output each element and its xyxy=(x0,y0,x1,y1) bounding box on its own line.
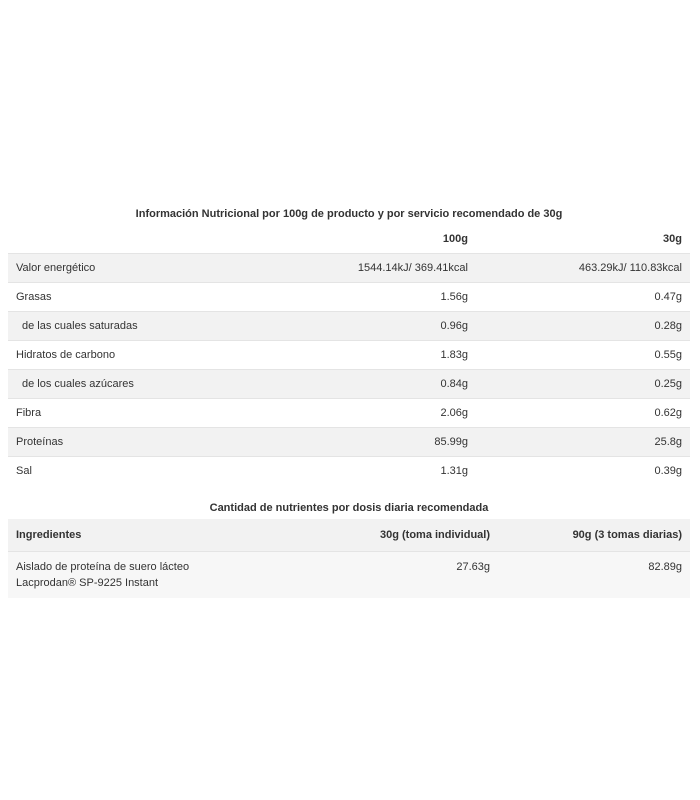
table-row xyxy=(8,341,690,370)
value-per-100g: 1.31g xyxy=(248,457,468,486)
row-label: de las cuales saturadas xyxy=(8,312,248,341)
nutrition-table xyxy=(8,225,690,485)
value-per-100g: 1.56g xyxy=(248,283,468,312)
value-per-30g: 0.25g xyxy=(468,370,690,399)
table-row xyxy=(8,457,690,486)
ingredients-header-90g: 90g (3 tomas diarias) xyxy=(490,519,690,552)
table-row xyxy=(8,254,690,283)
value-per-30g: 0.28g xyxy=(468,312,690,341)
value-per-30g: 0.39g xyxy=(468,457,690,486)
value-per-30g: 0.62g xyxy=(468,399,690,428)
value-per-100g: 1544.14kJ/ 369.41kcal xyxy=(248,254,468,283)
table-row xyxy=(8,399,690,428)
row-label: Proteínas xyxy=(8,428,248,457)
ingredients-caption: Cantidad de nutrientes por dosis diaria recomendada xyxy=(209,502,489,514)
value-per-100g: 2.06g xyxy=(248,399,468,428)
table-row xyxy=(8,552,690,599)
table-row xyxy=(8,370,690,399)
value-per-100g: 0.96g xyxy=(248,312,468,341)
table-row xyxy=(8,312,690,341)
ingredients-table xyxy=(8,519,690,598)
row-label: Grasas xyxy=(8,283,248,312)
table-row xyxy=(8,428,690,457)
ingredients-header-30g: 30g (toma individual) xyxy=(278,519,490,552)
value-per-100g: 1.83g xyxy=(248,341,468,370)
row-label: Valor energético xyxy=(8,254,248,283)
value-per-30g: 463.29kJ/ 110.83kcal xyxy=(468,254,690,283)
table-row xyxy=(8,283,690,312)
nutrition-caption: Información Nutricional por 100g de producto y por servicio recomendado de 30g xyxy=(135,208,563,220)
ingredient-name xyxy=(8,552,278,599)
nutrition-header-blank xyxy=(8,225,248,254)
value-per-30g: 0.47g xyxy=(468,283,690,312)
nutrition-section xyxy=(8,207,690,477)
nutrition-header-row xyxy=(8,225,690,254)
row-label: Fibra xyxy=(8,399,248,428)
value-per-30g: 25.8g xyxy=(468,428,690,457)
nutrition-header-30g: 30g xyxy=(663,233,682,245)
ingredient-name-line-2: Lacprodan® SP-9225 Instant xyxy=(16,577,159,589)
ingredients-section xyxy=(8,501,690,596)
ingredient-value-90g: 82.89g xyxy=(490,552,690,599)
value-per-100g: 0.84g xyxy=(248,370,468,399)
ingredient-value-30g: 27.63g xyxy=(278,552,490,599)
ingredients-header-row xyxy=(8,519,690,552)
value-per-30g: 0.55g xyxy=(468,341,690,370)
ingredient-name-line-1: Aislado de proteína de suero lácteo xyxy=(16,561,190,573)
row-label: de los cuales azúcares xyxy=(8,370,248,399)
ingredients-header-name: Ingredientes xyxy=(8,519,278,552)
nutrition-header-100g: 100g xyxy=(442,233,468,245)
row-label: Hidratos de carbono xyxy=(8,341,248,370)
row-label: Sal xyxy=(8,457,248,486)
value-per-100g: 85.99g xyxy=(248,428,468,457)
